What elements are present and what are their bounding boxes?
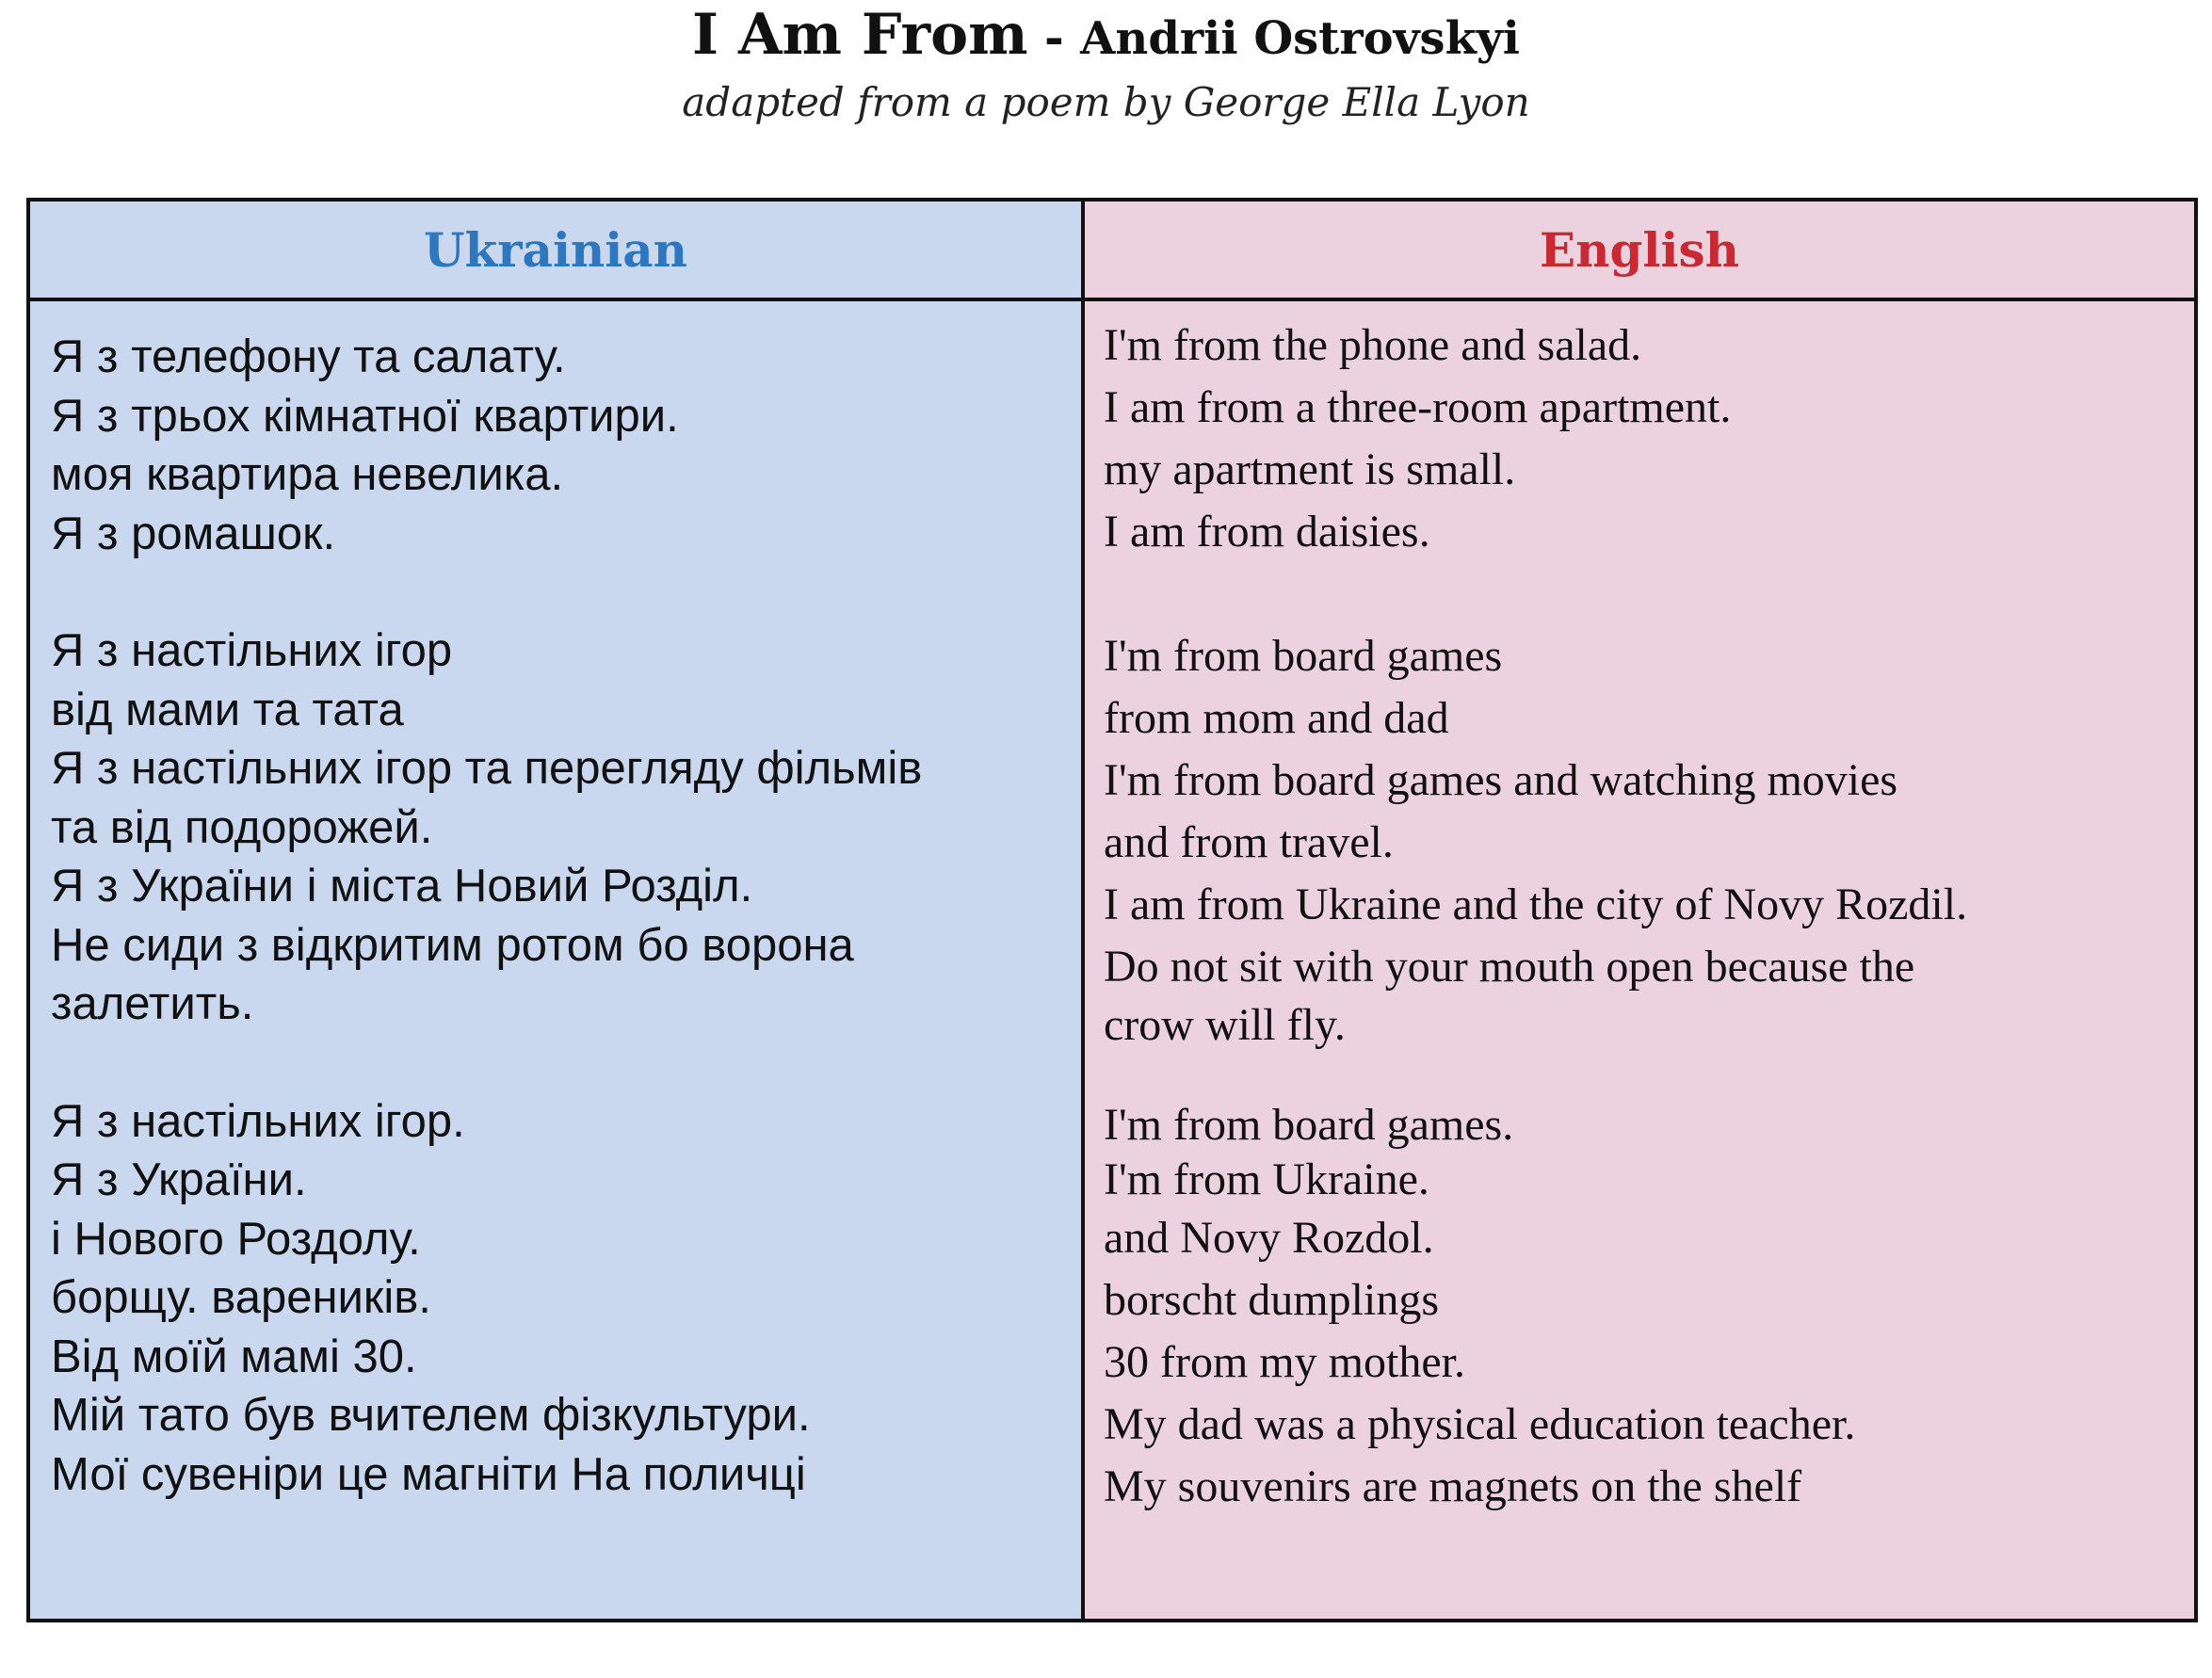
english-line: 30 from my mother. — [1104, 1337, 1465, 1387]
english-stanza-1 — [1104, 315, 2179, 563]
title-separator: - — [1027, 9, 1081, 65]
english-stanza-3 — [1104, 1098, 2179, 1518]
english-line: I'm from the phone and salad. — [1104, 320, 1642, 370]
english-line: borscht dumplings — [1104, 1275, 1439, 1325]
translation-table — [26, 198, 2198, 1622]
english-line: I'm from Ukraine. — [1104, 1154, 1429, 1204]
english-line: I'm from board games — [1104, 631, 1503, 681]
ukrainian-line: Я з трьох кімнатної квартири. — [51, 390, 679, 442]
ukrainian-line: від мами та тата — [51, 684, 404, 735]
ukrainian-column-header: Ukrainian — [30, 202, 1085, 301]
english-line: I am from Ukraine and the city of Novy Rozdil. — [1104, 879, 1968, 929]
ukrainian-line: Я з ромашок. — [51, 508, 336, 559]
english-stanza-2 — [1104, 625, 2179, 1053]
title-author: Andrii Ostrovskyi — [1080, 12, 1520, 65]
ukrainian-line: Я з телефону та салату. — [51, 331, 566, 382]
ukrainian-line: Я з України і міста Новий Розділ. — [51, 861, 753, 912]
poem-subtitle: adapted from a poem by George Ella Lyon — [682, 79, 1530, 125]
ukrainian-line: та від подорожей. — [51, 801, 433, 853]
ukrainian-line: і Нового Роздолу. — [51, 1213, 421, 1265]
ukrainian-line: Я з настільних ігор. — [51, 1095, 465, 1147]
english-line: I'm from board games. — [1104, 1100, 1514, 1150]
english-line: My dad was a physical education teacher. — [1104, 1399, 1856, 1449]
english-line: my apartment is small. — [1104, 444, 1516, 494]
ukrainian-line: борщу. вареників. — [51, 1272, 431, 1323]
ukrainian-stanza-1 — [51, 328, 1064, 563]
ukrainian-line: Мій тато був вчителем фізкультури. — [51, 1390, 811, 1441]
ukrainian-stanza-3 — [51, 1092, 1064, 1505]
ukrainian-line: моя квартира невелика. — [51, 449, 564, 500]
ukrainian-line: Я з настільних ігор — [51, 625, 453, 676]
english-line: Do not sit with your mouth open because the — [1104, 942, 1915, 992]
english-line: and from travel. — [1104, 817, 1394, 867]
english-column-header: English — [1085, 202, 2194, 301]
english-line: crow will fly. — [1104, 1000, 1346, 1050]
english-line: I am from a three-room apartment. — [1104, 382, 1732, 432]
english-line: My souvenirs are magnets on the shelf — [1104, 1461, 1802, 1511]
poem-title — [0, 2, 2212, 68]
english-column-body — [1085, 301, 2194, 1619]
english-line: from mom and dad — [1104, 693, 1449, 743]
english-line: I'm from board games and watching movies — [1104, 755, 1898, 805]
ukrainian-column-body — [30, 301, 1085, 1619]
ukrainian-line: Не сиди з відкритим ротом бо ворона — [51, 919, 854, 971]
english-line: and Novy Rozdol. — [1104, 1213, 1434, 1263]
ukrainian-line: Я з настільних ігор та перегляду фільмів — [51, 743, 923, 794]
english-line: I am from daisies. — [1104, 507, 1430, 557]
ukrainian-line: Від моїй мамі 30. — [51, 1331, 417, 1382]
title-main: I Am From — [692, 2, 1028, 68]
ukrainian-stanza-2 — [51, 621, 1064, 1034]
ukrainian-line: залетить. — [51, 978, 254, 1029]
ukrainian-line: Я з України. — [51, 1154, 307, 1205]
ukrainian-line: Мої сувеніри це магніти На поличці — [51, 1448, 806, 1500]
